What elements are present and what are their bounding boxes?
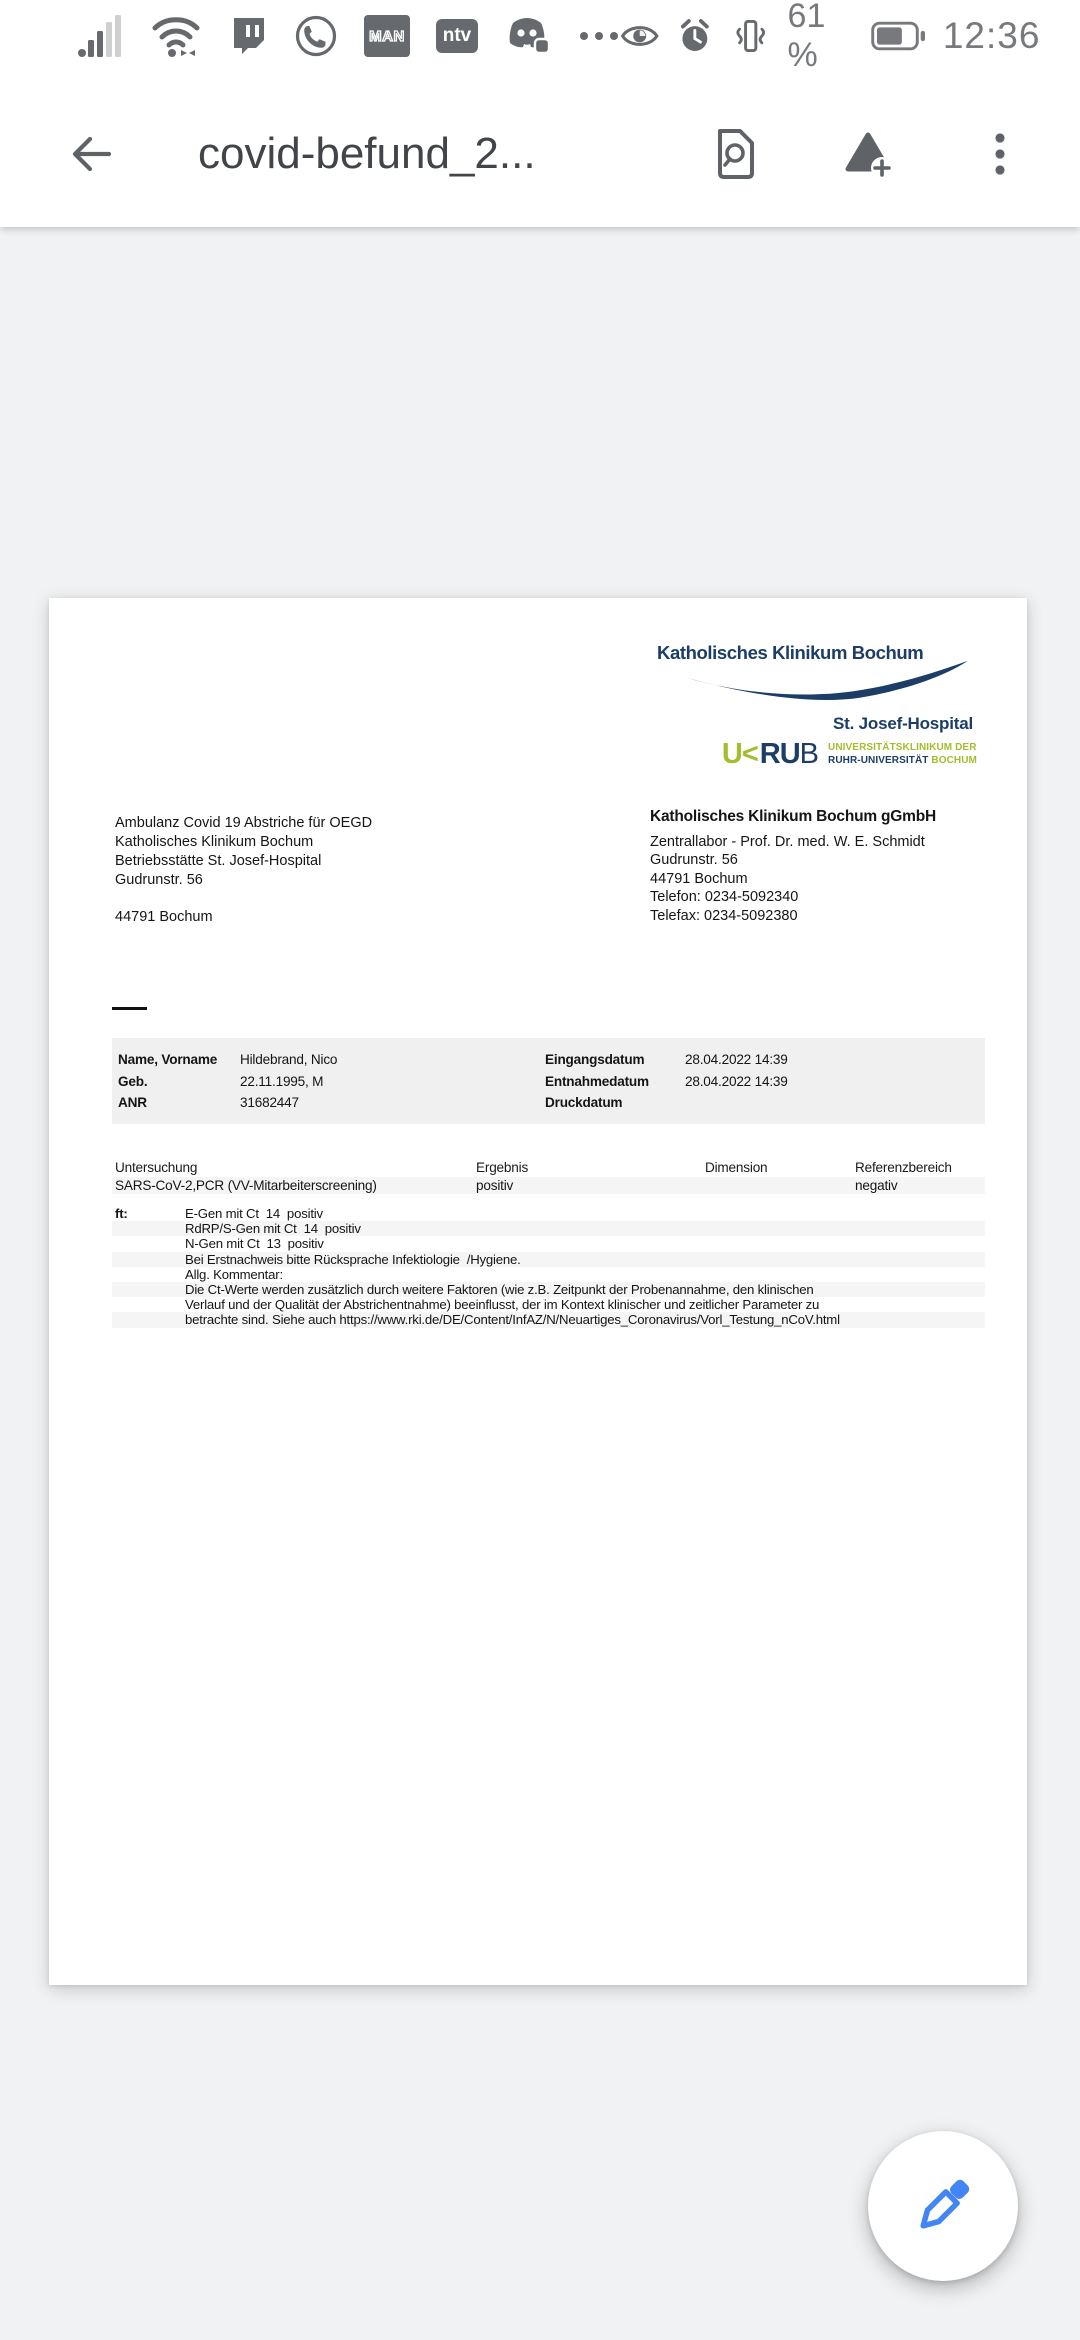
vibrate-icon (731, 15, 770, 57)
footnote-line: Bei Erstnachweis bitte Rücksprache Infektiologie /Hygiene. (185, 1251, 521, 1267)
clock-text: 12:36 (942, 15, 1041, 56)
find-in-document-button[interactable] (708, 126, 764, 182)
results-header-ergebnis: Ergebnis (476, 1160, 529, 1175)
status-bar-right (620, 0, 1040, 75)
status-bar (0, 0, 1080, 74)
sample-date-value: 28.04.2022 14:39 (685, 1073, 788, 1089)
discord-icon (504, 15, 552, 57)
sender-line: Katholisches Klinikum Bochum (115, 834, 314, 850)
patient-name-value: Hildebrand, Nico (240, 1052, 338, 1067)
wifi-icon (150, 13, 202, 59)
document-title: covid-befund_2... (198, 129, 536, 178)
fold-mark (112, 1007, 147, 1010)
results-header-dimension: Dimension (705, 1160, 768, 1175)
patient-info-box (112, 1038, 985, 1124)
sender-line: Betriebsstätte St. Josef-Hospital (115, 853, 322, 869)
ukrub-logo (722, 738, 977, 771)
ntv-app-badge: ntv (436, 19, 478, 53)
lab-heading: Katholisches Klinikum Bochum gGmbH (650, 808, 937, 825)
pdf-page (49, 598, 1027, 1985)
sender-city: 44791 Bochum (115, 909, 213, 925)
patient-label: Druckdatum (545, 1095, 623, 1110)
status-bar-left (78, 13, 620, 59)
drive-add-icon (842, 130, 894, 178)
hospital-name: St. Josef-Hospital (833, 714, 973, 733)
footnote-line: E-Gen mit Ct 14 positiv (185, 1206, 323, 1221)
pencil-icon (903, 2166, 983, 2246)
lab-line: 44791 Bochum (650, 870, 748, 887)
footnote-label: ft: (115, 1206, 128, 1221)
footnote-row (112, 1282, 985, 1297)
top-header (0, 0, 1080, 227)
result-row (112, 1177, 985, 1194)
man-app-badge: MAN (364, 15, 410, 57)
footnote-block (112, 1206, 985, 1328)
sender-line: Gudrunstr. 56 (115, 872, 203, 888)
patient-label: Entnahmedatum (545, 1073, 649, 1089)
app-bar (0, 94, 1080, 214)
logo-swoosh (647, 660, 1007, 708)
footnote-line: betrachte sind. Siehe auch https://www.rki.de/DE/Content/InfAZ/N/Neuartiges_Coronavirus/Vorl_Testung_nCoV.html (185, 1312, 840, 1328)
footnote-line: Die Ct-Werte werden zusätzlich durch weitere Faktoren (wie z.B. Zeitpunkt der Probenannahme, den klinischen (185, 1281, 814, 1297)
ukrub-wordmark: U< RU B (721, 738, 819, 770)
results-header-referenzbereich: Referenzbereich (855, 1160, 952, 1175)
patient-birthdate-value: 22.11.1995, M (240, 1073, 324, 1089)
twitch-icon (228, 14, 268, 58)
patient-label: Name, Vorname (118, 1052, 218, 1067)
results-header-untersuchung: Untersuchung (115, 1160, 198, 1175)
whatsapp-icon (294, 14, 338, 58)
back-arrow-icon (65, 129, 115, 179)
footnote-row (112, 1252, 985, 1267)
lab-address (650, 833, 925, 925)
battery-percent-text: 61 % (787, 0, 826, 74)
eye-comfort-icon (620, 19, 659, 53)
result-value: positiv (476, 1178, 514, 1193)
more-vert-icon (994, 130, 1006, 178)
patient-label: Geb. (118, 1073, 148, 1089)
footnote-line: Verlauf und der Qualität der Abstrichentnahme) beeinflusst, der im Kontext klinischer und zeitlicher Parameter zu (185, 1297, 820, 1313)
battery-icon (871, 19, 926, 53)
alarm-icon (676, 14, 714, 58)
document-viewport[interactable] (0, 227, 1080, 2340)
received-date-value: 28.04.2022 14:39 (685, 1052, 788, 1067)
add-to-drive-button[interactable] (840, 126, 896, 182)
more-notifications-icon (578, 30, 620, 42)
footnote-row (112, 1267, 985, 1282)
footnote-line: Allg. Kommentar: (185, 1266, 283, 1282)
patient-label: ANR (118, 1095, 147, 1110)
lab-line: Telefon: 0234-5092340 (650, 889, 799, 906)
footnote-row (112, 1312, 985, 1327)
ukrub-subtitle: UNIVERSITÄTSKLINIKUM DER RUHR-UNIVERSITÄT BOCHUM (828, 742, 977, 766)
sender-address (115, 814, 372, 927)
find-in-page-icon (713, 127, 759, 181)
patient-label: Eingangsdatum (545, 1052, 645, 1067)
signal-strength-icon (78, 14, 124, 58)
clinic-logo-text: Katholisches Klinikum Bochum (657, 642, 924, 663)
footnote-row (112, 1297, 985, 1312)
lab-line: Telefax: 0234-5092380 (650, 907, 798, 924)
result-test-name: SARS-CoV-2,PCR (VV-Mitarbeiterscreening) (115, 1178, 377, 1193)
footnote-row (112, 1236, 985, 1251)
lab-line: Gudrunstr. 56 (650, 852, 738, 869)
sender-line: Ambulanz Covid 19 Abstriche für OEGD (115, 815, 373, 831)
footnote-line: N-Gen mit Ct 13 positiv (185, 1236, 324, 1252)
footnote-row (112, 1221, 985, 1236)
footnote-row (112, 1206, 985, 1221)
lab-line: Zentrallabor - Prof. Dr. med. W. E. Schmidt (650, 834, 925, 850)
back-button[interactable] (62, 126, 118, 182)
patient-anr-value: 31682447 (240, 1095, 299, 1110)
result-reference: negativ (855, 1178, 898, 1193)
overflow-menu-button[interactable] (972, 126, 1028, 182)
footnote-line: RdRP/S-Gen mit Ct 14 positiv (185, 1221, 361, 1237)
edit-fab-button[interactable] (868, 2131, 1018, 2281)
